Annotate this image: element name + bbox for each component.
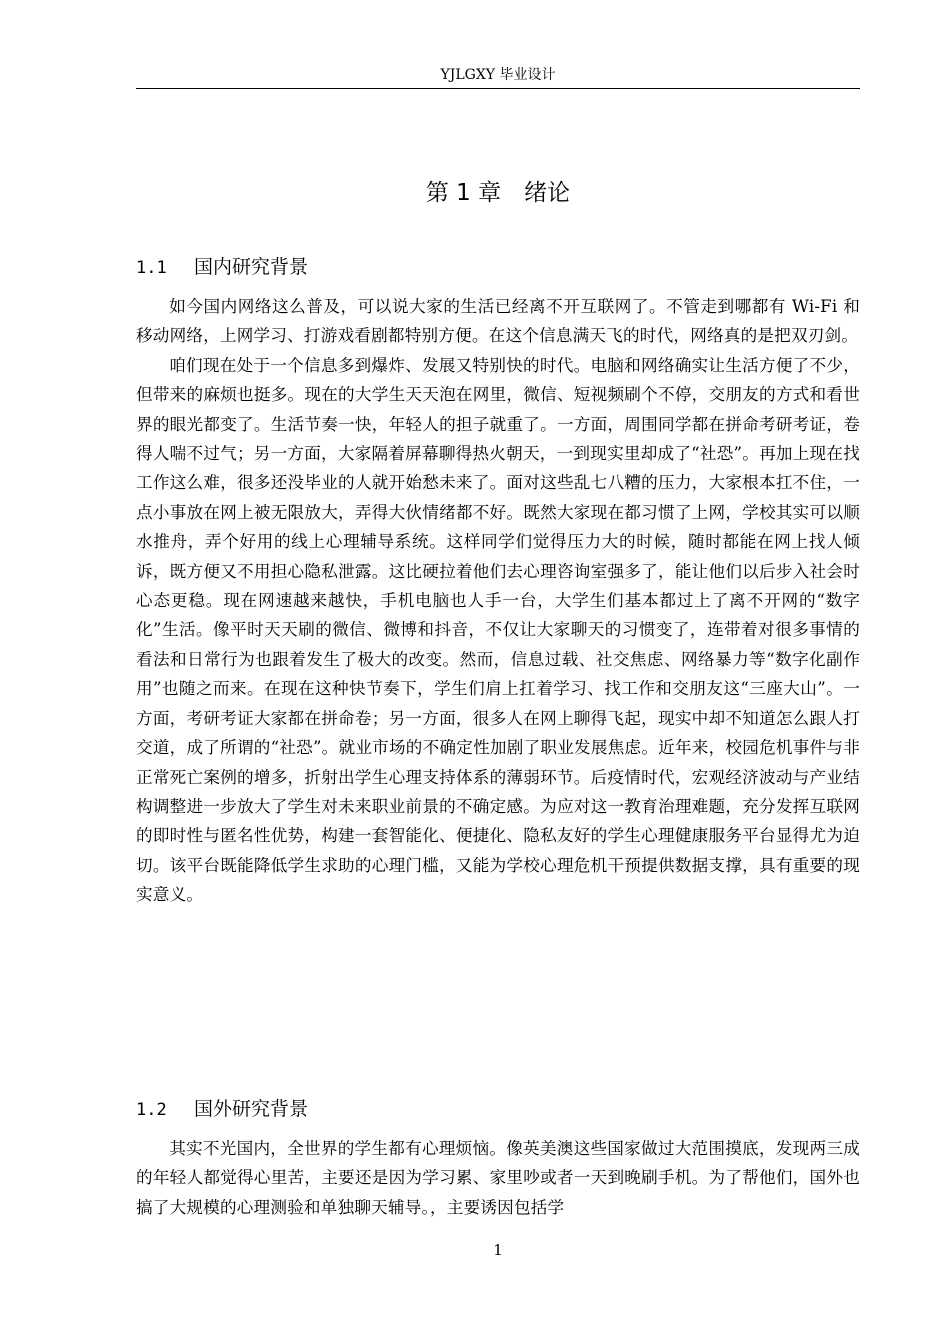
section-number: 1.2 <box>136 1100 167 1120</box>
section-body-1-1 <box>136 292 860 910</box>
paragraph: 其实不光国内，全世界的学生都有心理烦恼。像英美澳这些国家做过大范围摸底，发现两三成的年轻人都觉得心里苦，主要还是因为学习累、家里吵或者一天到晚刷手机。为了帮他们，国外也搞了大规模的心理测验和单独聊天辅导。，主要诱因包括学 <box>136 1139 860 1217</box>
chapter-title: 第 1 章 绪论 <box>425 180 571 206</box>
paragraph: 如今国内网络这么普及，可以说大家的生活已经离不开互联网了。不管走到哪都有 Wi-Fi 和移动网络，上网学习、打游戏看剧都特别方便。在这个信息满天飞的时代，网络真的是把双刃剑。 <box>136 297 860 346</box>
section-body-1-2 <box>136 1134 860 1222</box>
section-title: 国外研究背景 <box>194 1098 309 1120</box>
paragraph: 咱们现在处于一个信息多到爆炸、发展又特别快的时代。电脑和网络确实让生活方便了不少，但带来的麻烦也挺多。现在的大学生天天泡在网里，微信、短视频刷个不停，交朋友的方式和看世界的眼光都变了。生活节奏一快，年轻人的担子就重了。一方面，周围同学都在拼命考研考证，卷得人喘不过气；另一方面，大家隔着屏幕聊得热火朝天，一到现实里却成了“社恐”。再加上现在找工作这么难，很多还没毕业的人就开始愁未来了。面对这些乱七八糟的压力，大家根本扛不住，一点小事放在网上被无限放大，弄得大伙情绪都不好。既然大家现在都习惯了上网，学校其实可以顺水推舟，弄个好用的线上心理辅导系统。这样同学们觉得压力大的时候，随时都能在网上找人倾诉，既方便又不用担心隐私泄露。这比硬拉着他们去心理咨询室强多了，能让他们以后步入社会时心态更稳。现在网速越来越快，手机电脑也人手一台，大学生们基本都过上了离不开网的“数字化”生活。像平时天天刷的微信、微博和抖音，不仅让大家聊天的习惯变了，连带着对很多事情的看法和日常行为也跟着发生了极大的改变。然而，信息过载、社交焦虑、网络暴力等“数字化副作用”也随之而来。在现在这种快节奏下，学生们肩上扛着学习、找工作和交朋友这“三座大山”。一方面，考研考证大家都在拼命卷；另一方面，很多人在网上聊得飞起，现实中却不知道怎么跟人打交道，成了所谓的“社恐”。就业市场的不确定性加剧了职业发展焦虑。近年来，校园危机事件与非正常死亡案例的增多，折射出学生心理支持体系的薄弱环节。后疫情时代，宏观经济波动与产业结构调整进一步放大了学生对未来职业前景的不确定感。为应对这一教育治理难题，充分发挥互联网的即时性与匿名性优势，构建一套智能化、便捷化、隐私友好的学生心理健康服务平台显得尤为迫切。该平台既能降低学生求助的心理门槛，又能为学校心理危机干预提供数据支撑，具有重要的现实意义。 <box>136 355 860 905</box>
running-header: YJLGXY 毕业设计 <box>440 67 556 83</box>
section-number: 1.1 <box>136 258 167 278</box>
section-heading-1-2 <box>136 1096 860 1123</box>
section-heading-1-1 <box>136 254 860 281</box>
page-number: 1 <box>493 1241 503 1259</box>
section-title: 国内研究背景 <box>194 256 309 278</box>
header-divider <box>136 88 860 89</box>
